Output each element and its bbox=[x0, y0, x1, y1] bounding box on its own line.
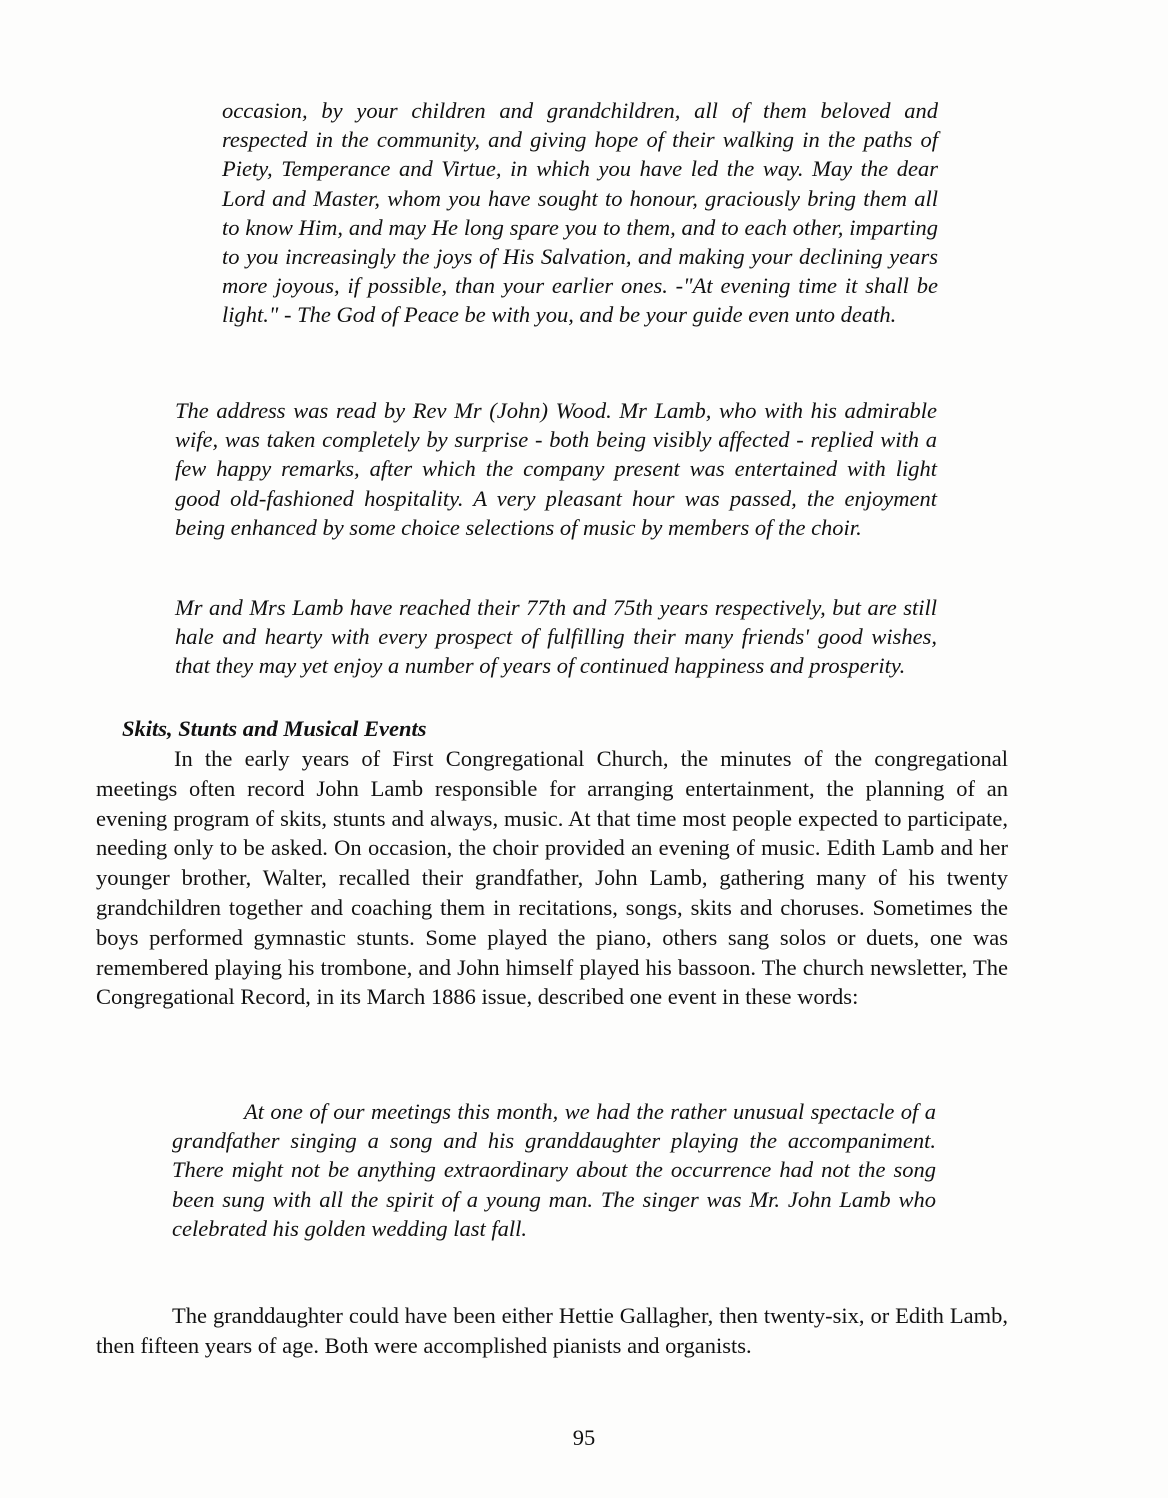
address-account-paragraph: The address was read by Rev Mr (John) Wood. Mr Lamb, who with his admirable wife, was taken completely by surprise - both being visibly affected - replied with a few happy remarks, after which the company present was entertained with light good old-fashioned hospitality. A very pleasant hour was passed, the enjoyment being enhanced by some choice selections of music by members of the choir. bbox=[175, 398, 937, 540]
ages-paragraph: Mr and Mrs Lamb have reached their 77th and 75th years respectively, but are still hale and hearty with every prospect of fulfilling their many friends' good wishes, that they may yet enjoy a number of years of continued happiness and prosperity. bbox=[175, 595, 937, 679]
section-body-paragraph: In the early years of First Congregational Church, the minutes of the congregational meetings often record John Lamb responsible for arranging entertainment, the planning of an evening program of skits, stunts and always, music. At that time most people expected to participate, needing only to be asked. On occasion, the choir provided an evening of music. Edith Lamb and her younger brother, Walter, recalled their grandfather, John Lamb, gathering many of his twenty grandchildren together and coaching them in recitations, songs, skits and choruses. Sometimes the boys performed gymnastic stunts. Some played the piano, others sang solos or duets, one was remembered playing his trombone, and John himself played his bassoon. The church newsletter, The Congregational Record, in its March 1886 issue, described one event in these words: bbox=[96, 746, 1008, 1010]
closing-paragraph: The granddaughter could have been either Hettie Gallagher, then twenty-six, or Edith Lamb, then fifteen years of age. Both were accomplished pianists and organists. bbox=[96, 1303, 1008, 1358]
record-quote: At one of our meetings this month, we had the rather unusual spectacle of a grandfather singing a song and his granddaughter playing the accompaniment. There might not be anything extraordinary about the occurrence had not the song been sung with all the spirit of a young man. The singer was Mr. John Lamb who celebrated his golden wedding last fall. bbox=[172, 1099, 936, 1241]
quote-continuation: occasion, by your children and grandchildren, all of them beloved and respected in the community, and giving hope of their walking in the paths of Piety, Temperance and Virtue, in which you have led the way. May the dear Lord and Master, whom you have sought to honour, graciously bring them all to know Him, and may He long spare you to them, and to each other, imparting to you increasingly the joys of His Salvation, and making your declining years more joyous, if possible, than your earlier ones. -"At evening time it shall be light." - The God of Peace be with you, and be your guide even unto death. bbox=[222, 98, 938, 328]
section-heading: Skits, Stunts and Musical Events bbox=[122, 716, 427, 741]
page-number: 95 bbox=[572, 1425, 596, 1450]
